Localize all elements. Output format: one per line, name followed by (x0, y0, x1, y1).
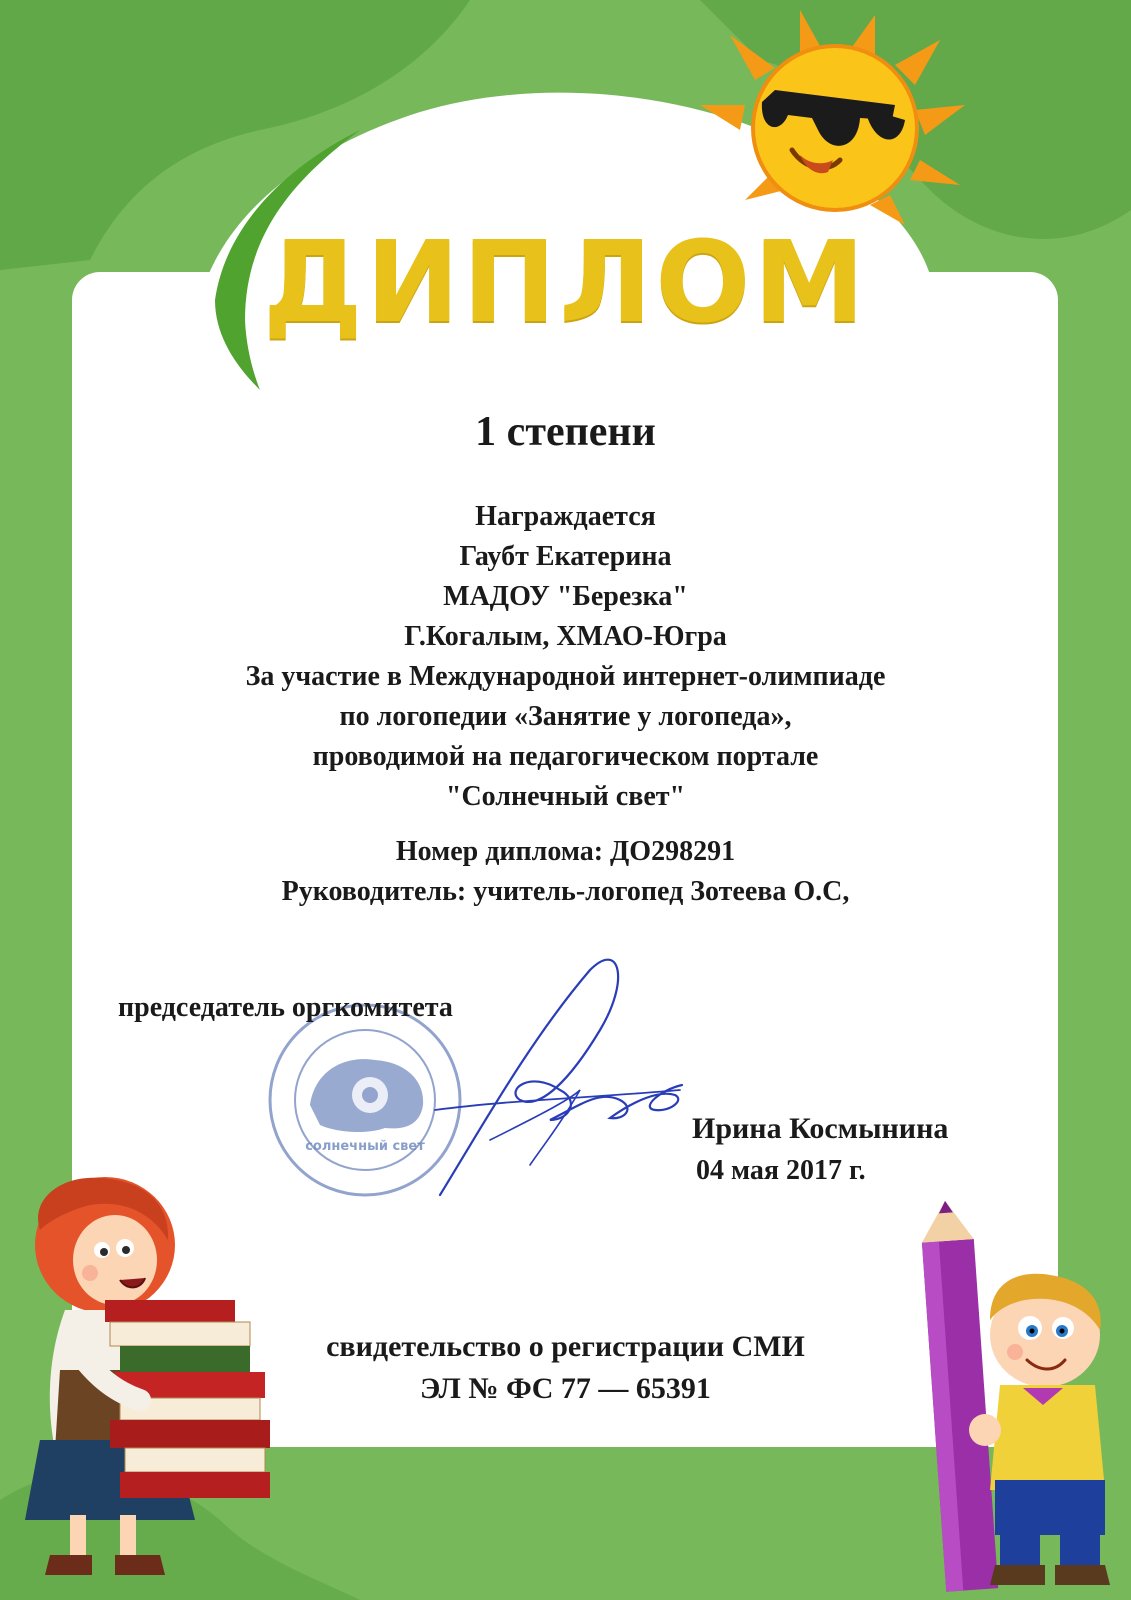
reason-line-1: За участие в Международной интернет-олимпиаде (245, 661, 886, 692)
diploma-number: Номер диплома: ДО298291 (395, 836, 736, 867)
portal-name: "Солнечный свет" (445, 781, 686, 812)
reason-line-3: проводимой на педагогическом портале (312, 741, 819, 772)
signature-role: председатель оргкомитета (118, 992, 453, 1023)
registration-line-2: ЭЛ № ФС 77 — 65391 (420, 1372, 711, 1405)
signer-name: Ирина Космынина (692, 1112, 949, 1145)
recipient-name: Гаубт Екатерина (459, 541, 672, 572)
registration-line-1: свидетельство о регистрации СМИ (326, 1330, 805, 1363)
diploma-degree: 1 степени (475, 409, 656, 455)
supervisor: Руководитель: учитель-логопед Зотеева О.С, (281, 876, 850, 907)
signature-date: 04 мая 2017 г. (696, 1155, 866, 1186)
stamp-label: солнечный свет (305, 1139, 425, 1154)
reason-line-2: по логопедии «Занятие у логопеда», (339, 701, 792, 732)
city-name: Г.Когалым, ХМАО-Югра (404, 621, 727, 652)
boy-with-pencil-icon (905, 1200, 1125, 1595)
institution-name: МАДОУ "Березка" (443, 581, 688, 612)
sun-with-sunglasses-icon (700, 10, 970, 230)
girl-with-books-icon (10, 1170, 280, 1590)
awarded-label: Награждается (475, 501, 656, 532)
diploma-title: ДИПЛОМ (263, 218, 868, 348)
handwritten-signature-icon (420, 950, 700, 1220)
